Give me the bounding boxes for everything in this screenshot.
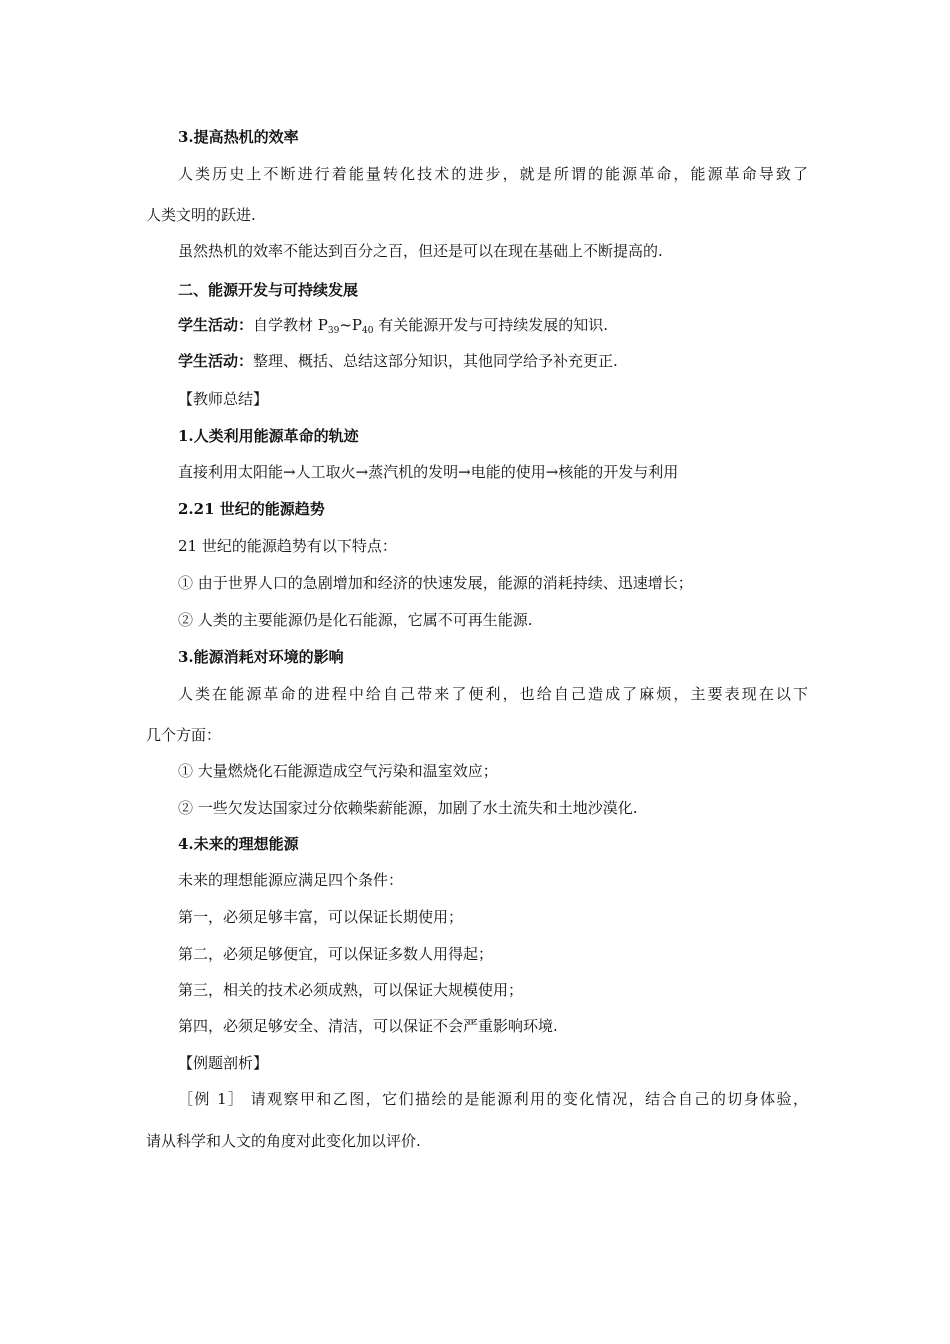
paragraph-energy-revolution-line1: 人类历史上不断进行着能量转化技术的进步，就是所谓的能源革命，能源革命导致了 xyxy=(178,165,808,183)
heading-environment-impact: 3.能源消耗对环境的影响 xyxy=(178,648,344,666)
impact-item-2: ② 一些欠发达国家过分依赖柴薪能源，加剧了水土流失和土地沙漠化. xyxy=(178,799,638,817)
impact-paragraph-line2: 几个方面： xyxy=(146,726,222,744)
revolution-track-text: 直接利用太阳能→人工取火→蒸汽机的发明→电能的使用→核能的开发与利用 xyxy=(178,463,679,481)
student-activity-2 xyxy=(178,351,618,371)
heading-part2: 二、能源开发与可持续发展 xyxy=(178,281,359,299)
activity-text-a: 自学教材 P xyxy=(253,316,328,334)
student-activity-1 xyxy=(178,315,608,341)
heading-ideal-energy: 4.未来的理想能源 xyxy=(178,835,299,853)
heading-improve-efficiency: 3.提高热机的效率 xyxy=(178,128,299,146)
ideal-energy-condition-2: 第二，必须足够便宜，可以保证多数人用得起； xyxy=(178,945,494,963)
trend-intro: 21 世纪的能源趋势有以下特点： xyxy=(178,537,397,555)
heading-21st-century-trend: 2.21 世纪的能源趋势 xyxy=(178,500,325,518)
impact-item-1: ① 大量燃烧化石能源造成空气污染和温室效应； xyxy=(178,762,498,780)
teacher-summary-heading: 【教师总结】 xyxy=(178,390,269,408)
trend-item-1: ① 由于世界人口的急剧增加和经济的快速发展，能源的消耗持续、迅速增长； xyxy=(178,574,693,592)
activity-label: 学生活动： xyxy=(178,316,254,334)
ideal-energy-condition-3: 第三，相关的技术必须成熟，可以保证大规模使用； xyxy=(178,981,524,999)
ideal-energy-intro: 未来的理想能源应满足四个条件： xyxy=(178,871,404,889)
subscript-39: 39 xyxy=(327,326,340,336)
paragraph-energy-revolution-line2: 人类文明的跃进. xyxy=(146,206,256,224)
impact-paragraph-line1: 人类在能源革命的进程中给自己带来了便利，也给自己造成了麻烦，主要表现在以下 xyxy=(178,685,808,703)
paragraph-heat-engine-efficiency: 虽然热机的效率不能达到百分之百，但还是可以在现在基础上不断提高的. xyxy=(178,242,663,260)
ideal-energy-condition-4: 第四，必须足够安全、清洁，可以保证不会严重影响环境. xyxy=(178,1017,558,1035)
example-1-line2: 请从科学和人文的角度对此变化加以评价. xyxy=(146,1132,421,1150)
subscript-40: 40 xyxy=(362,326,374,336)
activity-text-c: 有关能源开发与可持续发展的知识. xyxy=(373,316,609,334)
activity-text: 整理、概括、总结这部分知识，其他同学给予补充更正. xyxy=(253,352,618,370)
activity-text-b: ~P xyxy=(339,316,363,334)
activity-label: 学生活动： xyxy=(178,352,254,370)
ideal-energy-condition-1: 第一，必须足够丰富，可以保证长期使用； xyxy=(178,908,464,926)
trend-item-2: ② 人类的主要能源仍是化石能源，它属不可再生能源. xyxy=(178,611,533,629)
example-analysis-heading: 【例题剖析】 xyxy=(178,1054,269,1072)
example-1-line1: ［例 1］ 请观察甲和乙图，它们描绘的是能源利用的变化情况，结合自己的切身体验， xyxy=(178,1090,808,1108)
heading-revolution-track: 1.人类利用能源革命的轨迹 xyxy=(178,427,359,445)
